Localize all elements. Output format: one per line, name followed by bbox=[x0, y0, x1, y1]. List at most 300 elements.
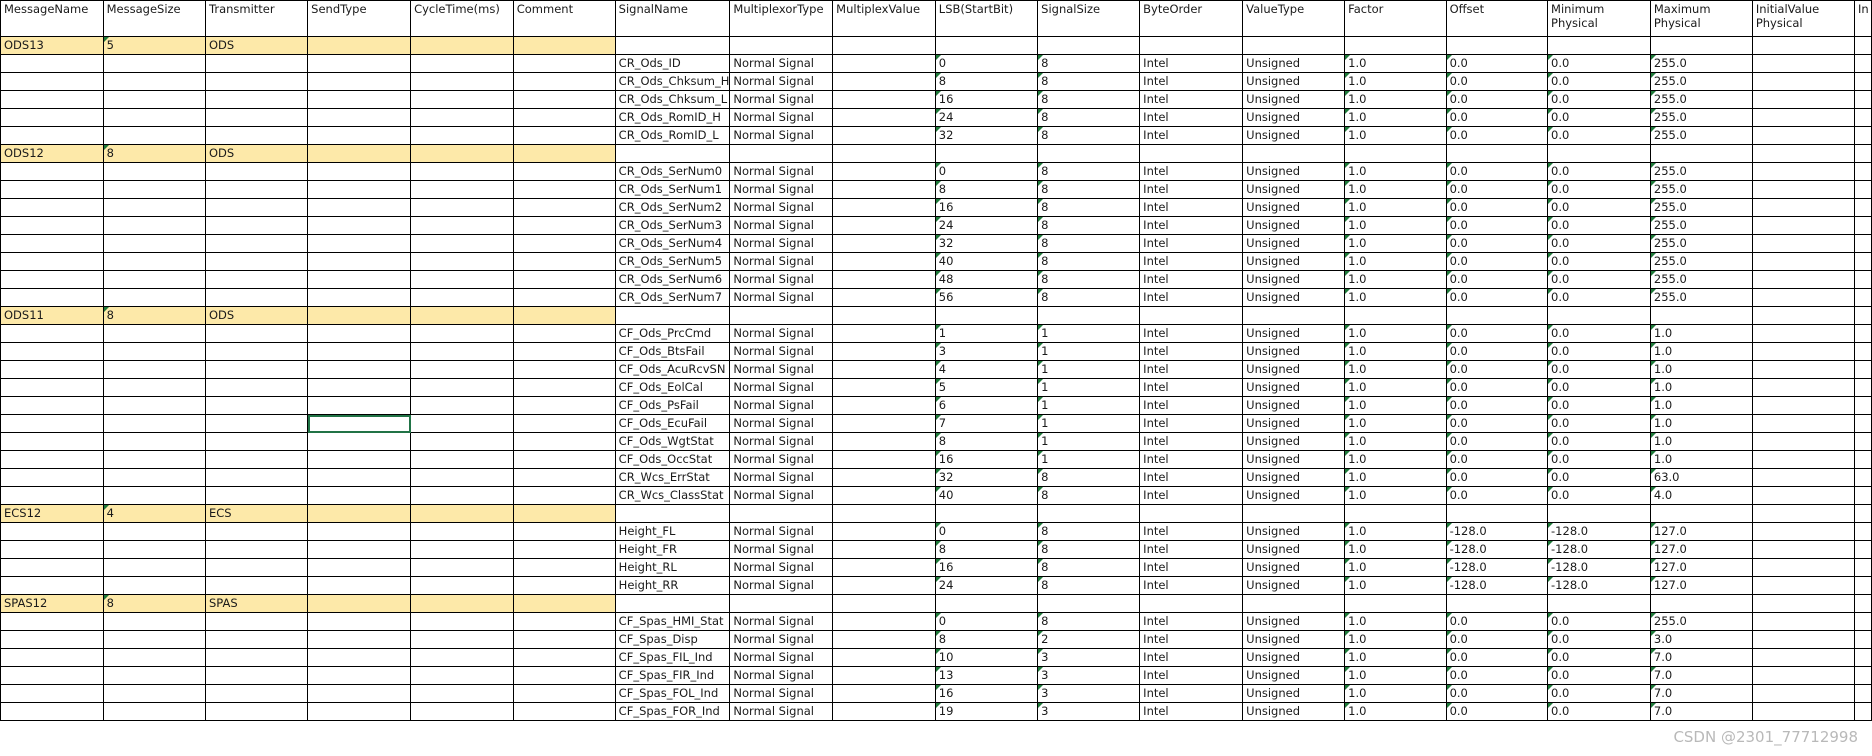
grid-cell[interactable]: CF_Ods_PrcCmd bbox=[615, 325, 730, 343]
grid-cell[interactable] bbox=[833, 289, 936, 307]
grid-cell[interactable]: 16 bbox=[935, 685, 1037, 703]
grid-cell[interactable]: 40 bbox=[935, 253, 1037, 271]
grid-cell[interactable] bbox=[206, 235, 308, 253]
grid-cell[interactable]: Normal Signal bbox=[730, 649, 833, 667]
grid-cell[interactable] bbox=[103, 559, 205, 577]
grid-cell[interactable] bbox=[1, 523, 104, 541]
grid-cell[interactable]: -128.0 bbox=[1548, 523, 1651, 541]
column-header[interactable]: SendType bbox=[308, 1, 411, 37]
grid-cell[interactable] bbox=[103, 199, 205, 217]
grid-cell[interactable] bbox=[308, 649, 411, 667]
grid-cell[interactable] bbox=[103, 667, 205, 685]
grid-cell[interactable] bbox=[833, 667, 936, 685]
grid-cell[interactable] bbox=[1038, 145, 1140, 163]
grid-cell[interactable] bbox=[1, 685, 104, 703]
grid-cell[interactable] bbox=[1548, 505, 1651, 523]
grid-cell[interactable] bbox=[1752, 595, 1854, 613]
grid-cell[interactable] bbox=[1, 487, 104, 505]
grid-cell[interactable] bbox=[1752, 55, 1854, 73]
grid-cell[interactable] bbox=[513, 451, 615, 469]
grid-cell[interactable]: 255.0 bbox=[1650, 109, 1752, 127]
grid-cell[interactable] bbox=[1752, 199, 1854, 217]
grid-cell[interactable]: ODS bbox=[206, 145, 308, 163]
column-header[interactable]: Comment bbox=[513, 1, 615, 37]
grid-cell[interactable]: CR_Ods_Chksum_H bbox=[615, 73, 730, 91]
grid-cell[interactable]: CF_Spas_FOL_Ind bbox=[615, 685, 730, 703]
grid-cell[interactable]: CR_Ods_RomID_H bbox=[615, 109, 730, 127]
grid-cell[interactable] bbox=[206, 559, 308, 577]
grid-cell[interactable]: 48 bbox=[935, 271, 1037, 289]
grid-cell[interactable] bbox=[206, 577, 308, 595]
grid-cell[interactable]: 0.0 bbox=[1548, 397, 1651, 415]
grid-cell[interactable] bbox=[833, 541, 936, 559]
grid-cell[interactable]: 1.0 bbox=[1650, 433, 1752, 451]
grid-cell[interactable]: Unsigned bbox=[1243, 415, 1345, 433]
grid-cell[interactable] bbox=[1854, 289, 1871, 307]
grid-cell[interactable]: 8 bbox=[1038, 523, 1140, 541]
grid-cell[interactable]: 1.0 bbox=[1345, 73, 1446, 91]
grid-cell[interactable] bbox=[1, 379, 104, 397]
grid-cell[interactable]: Normal Signal bbox=[730, 181, 833, 199]
grid-cell[interactable] bbox=[513, 127, 615, 145]
grid-cell[interactable] bbox=[103, 253, 205, 271]
grid-cell[interactable] bbox=[833, 73, 936, 91]
grid-cell[interactable]: 0.0 bbox=[1548, 235, 1651, 253]
grid-cell[interactable] bbox=[615, 145, 730, 163]
grid-cell[interactable]: SPAS bbox=[206, 595, 308, 613]
grid-cell[interactable] bbox=[411, 523, 514, 541]
grid-cell[interactable]: 255.0 bbox=[1650, 73, 1752, 91]
grid-cell[interactable]: 1.0 bbox=[1345, 325, 1446, 343]
grid-cell[interactable] bbox=[103, 415, 205, 433]
grid-cell[interactable]: 1.0 bbox=[1345, 631, 1446, 649]
grid-cell[interactable] bbox=[206, 253, 308, 271]
grid-cell[interactable]: 8 bbox=[1038, 235, 1140, 253]
grid-cell[interactable] bbox=[1854, 127, 1871, 145]
grid-cell[interactable] bbox=[1752, 685, 1854, 703]
grid-cell[interactable]: 1.0 bbox=[1345, 253, 1446, 271]
grid-cell[interactable] bbox=[308, 397, 411, 415]
grid-cell[interactable] bbox=[1752, 487, 1854, 505]
grid-cell[interactable]: 255.0 bbox=[1650, 235, 1752, 253]
grid-cell[interactable]: 1.0 bbox=[1345, 163, 1446, 181]
grid-cell[interactable] bbox=[1650, 145, 1752, 163]
grid-cell[interactable] bbox=[513, 541, 615, 559]
grid-cell[interactable]: Normal Signal bbox=[730, 361, 833, 379]
grid-cell[interactable]: 16 bbox=[935, 199, 1037, 217]
grid-cell[interactable] bbox=[1854, 451, 1871, 469]
grid-cell[interactable]: 127.0 bbox=[1650, 541, 1752, 559]
grid-cell[interactable] bbox=[1345, 145, 1446, 163]
grid-cell[interactable]: 0.0 bbox=[1548, 217, 1651, 235]
grid-cell[interactable] bbox=[833, 631, 936, 649]
grid-cell[interactable]: 1.0 bbox=[1345, 667, 1446, 685]
grid-cell[interactable]: 255.0 bbox=[1650, 127, 1752, 145]
grid-cell[interactable] bbox=[1, 451, 104, 469]
column-header[interactable]: CycleTime(ms) bbox=[411, 1, 514, 37]
grid-cell[interactable] bbox=[1752, 145, 1854, 163]
grid-cell[interactable] bbox=[411, 37, 514, 55]
grid-cell[interactable] bbox=[513, 145, 615, 163]
grid-cell[interactable] bbox=[833, 271, 936, 289]
grid-cell[interactable]: 1.0 bbox=[1345, 217, 1446, 235]
grid-cell[interactable]: 255.0 bbox=[1650, 217, 1752, 235]
grid-cell[interactable]: Intel bbox=[1140, 667, 1243, 685]
grid-cell[interactable] bbox=[1, 253, 104, 271]
grid-cell[interactable] bbox=[411, 451, 514, 469]
grid-cell[interactable]: CF_Spas_Disp bbox=[615, 631, 730, 649]
grid-cell[interactable] bbox=[308, 685, 411, 703]
grid-cell[interactable] bbox=[1038, 505, 1140, 523]
grid-cell[interactable]: 0.0 bbox=[1548, 91, 1651, 109]
grid-cell[interactable] bbox=[833, 649, 936, 667]
grid-cell[interactable] bbox=[1, 91, 104, 109]
grid-cell[interactable]: 16 bbox=[935, 559, 1037, 577]
grid-cell[interactable] bbox=[308, 559, 411, 577]
grid-cell[interactable]: Intel bbox=[1140, 73, 1243, 91]
grid-cell[interactable] bbox=[513, 37, 615, 55]
grid-cell[interactable]: 0.0 bbox=[1548, 289, 1651, 307]
grid-cell[interactable]: 1.0 bbox=[1650, 325, 1752, 343]
grid-cell[interactable] bbox=[1446, 145, 1547, 163]
grid-cell[interactable]: Intel bbox=[1140, 163, 1243, 181]
column-header[interactable]: SignalName bbox=[615, 1, 730, 37]
grid-cell[interactable]: Unsigned bbox=[1243, 487, 1345, 505]
grid-cell[interactable] bbox=[206, 325, 308, 343]
grid-cell[interactable] bbox=[206, 703, 308, 721]
grid-cell[interactable] bbox=[1, 271, 104, 289]
grid-cell[interactable]: Normal Signal bbox=[730, 577, 833, 595]
grid-cell[interactable] bbox=[411, 73, 514, 91]
grid-cell[interactable] bbox=[615, 595, 730, 613]
grid-cell[interactable] bbox=[833, 505, 936, 523]
grid-cell[interactable]: 1.0 bbox=[1345, 289, 1446, 307]
grid-cell[interactable]: 0.0 bbox=[1548, 109, 1651, 127]
grid-cell[interactable]: 3 bbox=[1038, 703, 1140, 721]
grid-cell[interactable] bbox=[513, 487, 615, 505]
grid-cell[interactable]: 8 bbox=[1038, 613, 1140, 631]
grid-cell[interactable]: 255.0 bbox=[1650, 613, 1752, 631]
grid-cell[interactable]: 0.0 bbox=[1548, 325, 1651, 343]
grid-cell[interactable] bbox=[103, 379, 205, 397]
grid-cell[interactable] bbox=[513, 343, 615, 361]
grid-cell[interactable] bbox=[1752, 181, 1854, 199]
grid-cell[interactable] bbox=[206, 181, 308, 199]
grid-cell[interactable]: 4 bbox=[103, 505, 205, 523]
grid-cell[interactable] bbox=[1752, 379, 1854, 397]
grid-cell[interactable] bbox=[833, 415, 936, 433]
grid-cell[interactable] bbox=[513, 469, 615, 487]
column-header[interactable]: Factor bbox=[1345, 1, 1446, 37]
grid-cell[interactable] bbox=[513, 613, 615, 631]
grid-cell[interactable] bbox=[1854, 541, 1871, 559]
grid-cell[interactable]: Intel bbox=[1140, 127, 1243, 145]
grid-cell[interactable] bbox=[308, 451, 411, 469]
grid-cell[interactable]: 7.0 bbox=[1650, 649, 1752, 667]
grid-cell[interactable]: 8 bbox=[935, 73, 1037, 91]
grid-cell[interactable] bbox=[730, 595, 833, 613]
grid-cell[interactable]: 16 bbox=[935, 451, 1037, 469]
grid-cell[interactable]: CF_Ods_BtsFail bbox=[615, 343, 730, 361]
grid-cell[interactable]: 1.0 bbox=[1345, 541, 1446, 559]
grid-cell[interactable] bbox=[206, 127, 308, 145]
grid-cell[interactable] bbox=[1, 577, 104, 595]
grid-cell[interactable] bbox=[513, 199, 615, 217]
grid-cell[interactable]: CR_Wcs_ErrStat bbox=[615, 469, 730, 487]
grid-cell[interactable] bbox=[308, 325, 411, 343]
grid-cell[interactable] bbox=[1, 343, 104, 361]
grid-cell[interactable] bbox=[411, 163, 514, 181]
grid-cell[interactable]: 127.0 bbox=[1650, 577, 1752, 595]
grid-cell[interactable]: 0.0 bbox=[1446, 631, 1547, 649]
grid-cell[interactable] bbox=[833, 325, 936, 343]
grid-cell[interactable]: 1.0 bbox=[1345, 613, 1446, 631]
grid-cell[interactable] bbox=[833, 685, 936, 703]
grid-cell[interactable] bbox=[103, 91, 205, 109]
grid-cell[interactable]: Unsigned bbox=[1243, 631, 1345, 649]
grid-cell[interactable] bbox=[308, 235, 411, 253]
grid-cell[interactable]: Intel bbox=[1140, 91, 1243, 109]
grid-cell[interactable]: 0 bbox=[935, 613, 1037, 631]
grid-cell[interactable]: 1.0 bbox=[1345, 487, 1446, 505]
grid-cell[interactable] bbox=[833, 577, 936, 595]
grid-cell[interactable]: Normal Signal bbox=[730, 289, 833, 307]
grid-cell[interactable] bbox=[1854, 613, 1871, 631]
grid-cell[interactable] bbox=[513, 163, 615, 181]
grid-cell[interactable] bbox=[730, 505, 833, 523]
grid-cell[interactable]: CR_Ods_Chksum_L bbox=[615, 91, 730, 109]
grid-cell[interactable]: 56 bbox=[935, 289, 1037, 307]
grid-cell[interactable]: 0.0 bbox=[1446, 469, 1547, 487]
grid-cell[interactable]: 0.0 bbox=[1446, 649, 1547, 667]
grid-cell[interactable] bbox=[935, 37, 1037, 55]
grid-cell[interactable] bbox=[308, 343, 411, 361]
grid-cell[interactable] bbox=[935, 145, 1037, 163]
grid-cell[interactable] bbox=[1, 55, 104, 73]
grid-cell[interactable] bbox=[1854, 631, 1871, 649]
grid-cell[interactable]: 0.0 bbox=[1548, 253, 1651, 271]
grid-cell[interactable] bbox=[103, 163, 205, 181]
grid-cell[interactable] bbox=[1854, 487, 1871, 505]
grid-cell[interactable]: Height_RL bbox=[615, 559, 730, 577]
grid-cell[interactable]: Intel bbox=[1140, 415, 1243, 433]
grid-cell[interactable] bbox=[833, 307, 936, 325]
grid-cell[interactable] bbox=[615, 505, 730, 523]
grid-cell[interactable] bbox=[833, 253, 936, 271]
grid-cell[interactable] bbox=[1, 289, 104, 307]
grid-cell[interactable] bbox=[1854, 55, 1871, 73]
grid-cell[interactable] bbox=[1, 667, 104, 685]
grid-cell[interactable] bbox=[833, 37, 936, 55]
column-header[interactable]: InitialValue Physical bbox=[1752, 1, 1854, 37]
grid-cell[interactable]: 1.0 bbox=[1345, 685, 1446, 703]
grid-cell[interactable] bbox=[308, 433, 411, 451]
grid-cell[interactable]: 0.0 bbox=[1446, 433, 1547, 451]
grid-cell[interactable] bbox=[1140, 307, 1243, 325]
grid-cell[interactable] bbox=[411, 181, 514, 199]
grid-cell[interactable]: Normal Signal bbox=[730, 667, 833, 685]
grid-cell[interactable]: -128.0 bbox=[1446, 577, 1547, 595]
grid-cell[interactable]: 1.0 bbox=[1345, 379, 1446, 397]
grid-cell[interactable]: 0.0 bbox=[1446, 667, 1547, 685]
grid-cell[interactable] bbox=[206, 361, 308, 379]
grid-cell[interactable] bbox=[411, 541, 514, 559]
grid-cell[interactable]: Intel bbox=[1140, 109, 1243, 127]
grid-cell[interactable] bbox=[308, 577, 411, 595]
grid-cell[interactable]: 0.0 bbox=[1446, 343, 1547, 361]
grid-cell[interactable] bbox=[308, 163, 411, 181]
grid-cell[interactable] bbox=[1, 469, 104, 487]
grid-cell[interactable] bbox=[411, 631, 514, 649]
grid-cell[interactable]: 40 bbox=[935, 487, 1037, 505]
grid-cell[interactable]: 8 bbox=[1038, 487, 1140, 505]
grid-cell[interactable]: 0.0 bbox=[1446, 685, 1547, 703]
grid-cell[interactable] bbox=[411, 433, 514, 451]
grid-cell[interactable] bbox=[1854, 325, 1871, 343]
grid-cell[interactable]: Height_RR bbox=[615, 577, 730, 595]
grid-cell[interactable] bbox=[103, 523, 205, 541]
grid-cell[interactable] bbox=[411, 415, 514, 433]
grid-cell[interactable]: Normal Signal bbox=[730, 487, 833, 505]
grid-cell[interactable] bbox=[206, 91, 308, 109]
grid-cell[interactable]: 1.0 bbox=[1345, 235, 1446, 253]
grid-cell[interactable]: 0.0 bbox=[1548, 703, 1651, 721]
grid-cell[interactable] bbox=[308, 109, 411, 127]
grid-cell[interactable] bbox=[1752, 253, 1854, 271]
grid-cell[interactable] bbox=[1854, 253, 1871, 271]
grid-cell[interactable]: Normal Signal bbox=[730, 55, 833, 73]
grid-cell[interactable]: 8 bbox=[1038, 253, 1140, 271]
grid-cell[interactable]: ECS bbox=[206, 505, 308, 523]
grid-cell[interactable]: 255.0 bbox=[1650, 181, 1752, 199]
grid-cell[interactable]: 8 bbox=[1038, 577, 1140, 595]
grid-cell[interactable] bbox=[308, 181, 411, 199]
grid-cell[interactable]: 0.0 bbox=[1548, 685, 1651, 703]
grid-cell[interactable]: 24 bbox=[935, 217, 1037, 235]
grid-cell[interactable]: Unsigned bbox=[1243, 181, 1345, 199]
grid-cell[interactable]: 0 bbox=[935, 55, 1037, 73]
grid-cell[interactable] bbox=[513, 433, 615, 451]
grid-cell[interactable]: 1.0 bbox=[1345, 469, 1446, 487]
grid-cell[interactable]: 8 bbox=[103, 595, 205, 613]
grid-cell[interactable]: 8 bbox=[1038, 217, 1140, 235]
grid-cell[interactable] bbox=[103, 433, 205, 451]
grid-cell[interactable] bbox=[833, 559, 936, 577]
grid-cell[interactable]: 0.0 bbox=[1446, 217, 1547, 235]
grid-cell[interactable]: Unsigned bbox=[1243, 649, 1345, 667]
grid-cell[interactable]: 1 bbox=[1038, 325, 1140, 343]
grid-cell[interactable]: CR_Ods_SerNum4 bbox=[615, 235, 730, 253]
grid-cell[interactable]: Intel bbox=[1140, 631, 1243, 649]
grid-cell[interactable] bbox=[308, 91, 411, 109]
grid-cell[interactable] bbox=[1752, 631, 1854, 649]
grid-cell[interactable] bbox=[833, 361, 936, 379]
grid-cell[interactable] bbox=[411, 199, 514, 217]
grid-cell[interactable] bbox=[1854, 667, 1871, 685]
grid-cell[interactable] bbox=[513, 91, 615, 109]
grid-cell[interactable] bbox=[1854, 73, 1871, 91]
grid-cell[interactable]: Intel bbox=[1140, 289, 1243, 307]
grid-cell[interactable]: 0.0 bbox=[1446, 91, 1547, 109]
grid-cell[interactable]: 0.0 bbox=[1446, 379, 1547, 397]
grid-cell[interactable] bbox=[1854, 577, 1871, 595]
grid-cell[interactable] bbox=[1854, 415, 1871, 433]
grid-cell[interactable] bbox=[833, 613, 936, 631]
grid-cell[interactable] bbox=[1752, 235, 1854, 253]
grid-cell[interactable] bbox=[1854, 379, 1871, 397]
grid-cell[interactable] bbox=[411, 667, 514, 685]
grid-cell[interactable]: 0.0 bbox=[1548, 127, 1651, 145]
grid-cell[interactable]: 1.0 bbox=[1345, 181, 1446, 199]
grid-cell[interactable]: 1.0 bbox=[1650, 343, 1752, 361]
grid-cell[interactable] bbox=[1752, 667, 1854, 685]
grid-cell[interactable]: Normal Signal bbox=[730, 91, 833, 109]
column-header[interactable]: Offset bbox=[1446, 1, 1547, 37]
grid-cell[interactable]: 1 bbox=[1038, 379, 1140, 397]
column-header[interactable]: ByteOrder bbox=[1140, 1, 1243, 37]
grid-cell[interactable] bbox=[411, 559, 514, 577]
grid-cell[interactable]: Normal Signal bbox=[730, 217, 833, 235]
grid-cell[interactable] bbox=[1446, 595, 1547, 613]
grid-cell[interactable] bbox=[1, 361, 104, 379]
grid-cell[interactable] bbox=[411, 487, 514, 505]
grid-cell[interactable]: 8 bbox=[1038, 55, 1140, 73]
grid-cell[interactable] bbox=[411, 505, 514, 523]
grid-cell[interactable] bbox=[411, 235, 514, 253]
grid-cell[interactable]: Unsigned bbox=[1243, 127, 1345, 145]
grid-cell[interactable] bbox=[411, 253, 514, 271]
grid-cell[interactable]: Unsigned bbox=[1243, 541, 1345, 559]
grid-cell[interactable]: CF_Spas_HMI_Stat bbox=[615, 613, 730, 631]
grid-cell[interactable]: 0.0 bbox=[1548, 613, 1651, 631]
grid-cell[interactable] bbox=[513, 505, 615, 523]
grid-cell[interactable]: 1 bbox=[1038, 361, 1140, 379]
grid-cell[interactable]: Unsigned bbox=[1243, 523, 1345, 541]
grid-cell[interactable]: CF_Ods_OccStat bbox=[615, 451, 730, 469]
grid-cell[interactable]: ECS12 bbox=[1, 505, 104, 523]
grid-cell[interactable] bbox=[103, 217, 205, 235]
grid-cell[interactable]: ODS13 bbox=[1, 37, 104, 55]
grid-cell[interactable]: 1.0 bbox=[1345, 127, 1446, 145]
grid-cell[interactable] bbox=[411, 145, 514, 163]
grid-cell[interactable] bbox=[411, 397, 514, 415]
grid-cell[interactable] bbox=[513, 289, 615, 307]
grid-cell[interactable] bbox=[1854, 505, 1871, 523]
grid-cell[interactable] bbox=[833, 469, 936, 487]
grid-cell[interactable] bbox=[513, 415, 615, 433]
grid-cell[interactable] bbox=[1, 631, 104, 649]
grid-cell[interactable]: 0.0 bbox=[1446, 55, 1547, 73]
grid-cell[interactable] bbox=[308, 37, 411, 55]
grid-cell[interactable]: 0.0 bbox=[1548, 433, 1651, 451]
grid-cell[interactable]: 1.0 bbox=[1345, 649, 1446, 667]
grid-cell[interactable] bbox=[1854, 37, 1871, 55]
grid-cell[interactable] bbox=[1, 325, 104, 343]
grid-cell[interactable]: 1.0 bbox=[1650, 415, 1752, 433]
grid-cell[interactable]: Normal Signal bbox=[730, 523, 833, 541]
grid-cell[interactable]: SPAS12 bbox=[1, 595, 104, 613]
grid-cell[interactable] bbox=[1752, 163, 1854, 181]
grid-cell[interactable]: 3 bbox=[1038, 685, 1140, 703]
grid-cell[interactable] bbox=[103, 109, 205, 127]
grid-cell[interactable]: 1.0 bbox=[1345, 703, 1446, 721]
grid-cell[interactable] bbox=[1752, 397, 1854, 415]
grid-cell[interactable]: 8 bbox=[1038, 469, 1140, 487]
grid-cell[interactable] bbox=[1752, 703, 1854, 721]
grid-cell[interactable] bbox=[513, 235, 615, 253]
grid-cell[interactable] bbox=[103, 685, 205, 703]
grid-cell[interactable]: Unsigned bbox=[1243, 343, 1345, 361]
